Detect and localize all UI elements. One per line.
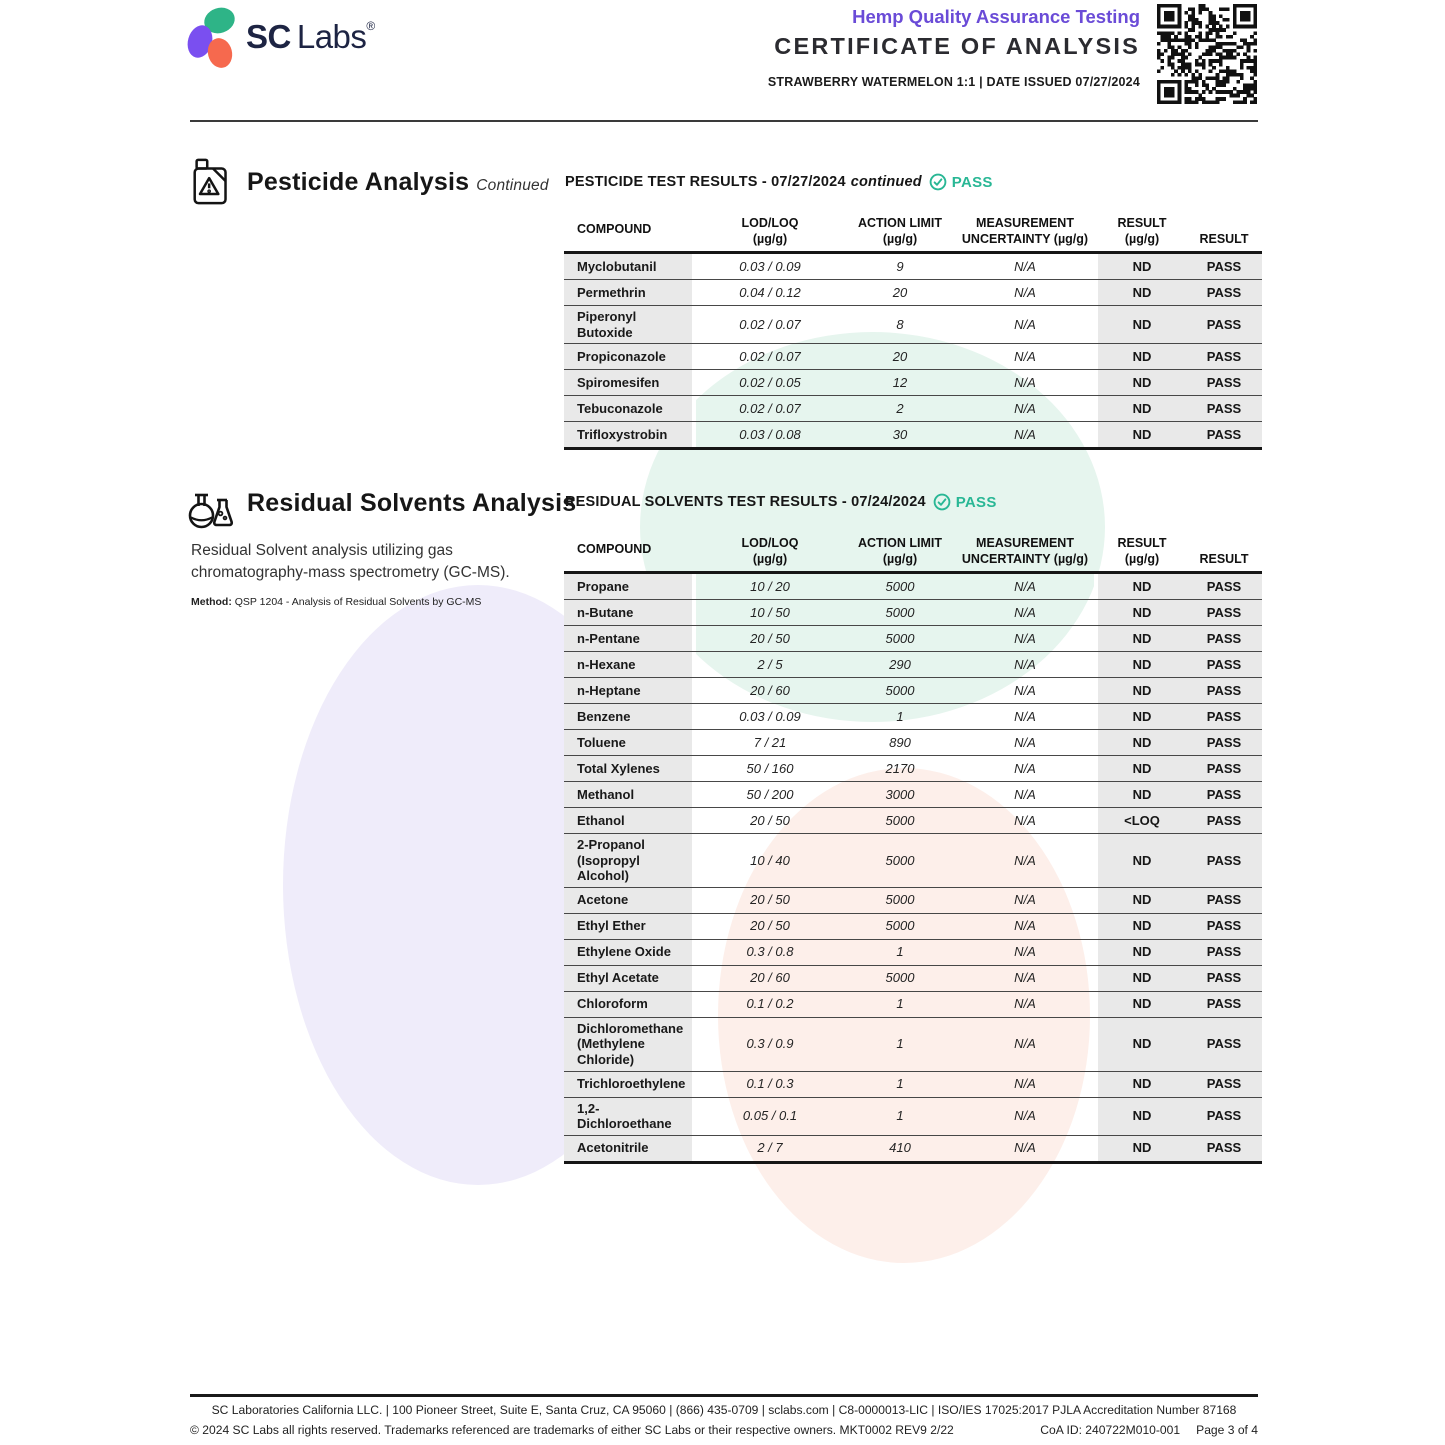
compound-cell: Chloroform <box>564 992 692 1017</box>
result-cell: ND <box>1098 396 1186 421</box>
status-cell: PASS <box>1186 1018 1262 1071</box>
action-limit-cell: 5000 <box>885 852 915 868</box>
solvents-table <box>564 527 1262 1164</box>
compound-cell: Ethyl Acetate <box>564 966 692 991</box>
header-divider <box>190 120 1258 122</box>
page-title: CERTIFICATE OF ANALYSIS <box>774 33 1140 59</box>
uncertainty-cell: N/A <box>1014 630 1036 646</box>
result-cell: ND <box>1098 370 1186 395</box>
table-row <box>564 808 1262 834</box>
logo-text <box>246 18 375 56</box>
compound-cell: Trifloxystrobin <box>564 422 692 447</box>
pesticide-table <box>564 207 1262 450</box>
uncertainty-cell: N/A <box>1014 400 1036 416</box>
lod-loq-cell: 0.03 / 0.09 <box>739 258 801 274</box>
result-cell: <LOQ <box>1098 808 1186 833</box>
table-row <box>564 600 1262 626</box>
status-cell: PASS <box>1186 756 1262 781</box>
lod-loq-cell: 50 / 160 <box>746 760 794 776</box>
lod-loq-cell: 7 / 21 <box>753 734 787 750</box>
pesticide-table-body <box>564 254 1262 450</box>
action-limit-cell: 5000 <box>885 918 915 934</box>
flasks-icon <box>186 482 236 534</box>
result-cell: ND <box>1098 1098 1186 1135</box>
solvents-table-body <box>564 574 1262 1164</box>
table-row <box>564 306 1262 344</box>
result-cell: ND <box>1098 730 1186 755</box>
result-cell: ND <box>1098 678 1186 703</box>
lod-loq-cell: 10 / 20 <box>750 578 790 594</box>
result-cell: ND <box>1098 600 1186 625</box>
qr-code <box>1157 4 1257 104</box>
compound-cell: n-Pentane <box>564 626 692 651</box>
table-row <box>564 1136 1262 1161</box>
uncertainty-cell: N/A <box>1014 852 1036 868</box>
method-value: QSP 1204 - Analysis of Residual Solvents by GC-MS <box>234 596 482 608</box>
solvents-method <box>191 596 551 608</box>
compound-cell: n-Butane <box>564 600 692 625</box>
action-limit-cell: 290 <box>889 656 911 672</box>
uncertainty-cell: N/A <box>1014 316 1036 332</box>
status-cell: PASS <box>1186 782 1262 807</box>
result-cell: ND <box>1098 756 1186 781</box>
lod-loq-cell: 0.1 / 0.3 <box>746 1076 794 1092</box>
header-status: RESULT <box>1199 231 1249 246</box>
action-limit-cell: 890 <box>889 734 911 750</box>
table-row <box>564 940 1262 966</box>
lod-loq-cell: 0.03 / 0.08 <box>739 426 801 442</box>
uncertainty-cell: N/A <box>1014 734 1036 750</box>
lod-loq-cell: 20 / 60 <box>750 970 790 986</box>
compound-cell: Ethanol <box>564 808 692 833</box>
status-cell: PASS <box>1186 940 1262 965</box>
solvents-results-text: RESIDUAL SOLVENTS TEST RESULTS - 07/24/2024 <box>565 494 926 510</box>
action-limit-cell: 1 <box>896 944 904 960</box>
solvents-description: Residual Solvent analysis utilizing gas chromatography-mass spectrometry (GC-MS). <box>191 542 510 582</box>
action-limit-cell: 2 <box>896 400 904 416</box>
coa-id: CoA ID: 240722M010-001 <box>1040 1423 1181 1437</box>
table-row <box>564 626 1262 652</box>
compound-cell: Methanol <box>564 782 692 807</box>
registered-mark: ® <box>366 19 375 33</box>
action-limit-cell: 5000 <box>885 970 915 986</box>
pesticide-section-title <box>247 168 549 197</box>
pesticide-results-heading <box>565 173 993 191</box>
header-lod-loq: LOD/LOQ (µg/g) <box>741 215 799 246</box>
compound-cell: Propane <box>564 574 692 599</box>
status-cell: PASS <box>1186 370 1262 395</box>
header-result: RESULT (µg/g) <box>1117 535 1167 566</box>
method-label: Method: <box>191 596 232 608</box>
compound-cell: Ethylene Oxide <box>564 940 692 965</box>
compound-cell: Ethyl Ether <box>564 914 692 939</box>
uncertainty-cell: N/A <box>1014 348 1036 364</box>
pass-label: PASS <box>955 493 997 511</box>
lod-loq-cell: 50 / 200 <box>746 786 794 802</box>
compound-cell: 1,2-Dichloroethane <box>564 1098 692 1135</box>
table-row <box>564 966 1262 992</box>
table-row <box>564 730 1262 756</box>
footer-legal-line <box>190 1423 1258 1437</box>
action-limit-cell: 2170 <box>885 760 915 776</box>
pesticide-title-continued: Continued <box>476 177 549 194</box>
compound-cell: Propiconazole <box>564 344 692 369</box>
status-cell: PASS <box>1186 344 1262 369</box>
action-limit-cell: 5000 <box>885 682 915 698</box>
action-limit-cell: 5000 <box>885 578 915 594</box>
lod-loq-cell: 20 / 60 <box>750 682 790 698</box>
pesticide-table-header <box>564 207 1262 254</box>
result-cell: ND <box>1098 626 1186 651</box>
footer-right <box>1040 1423 1258 1437</box>
logo-text-sc: SC <box>246 18 291 55</box>
pass-badge <box>929 173 993 191</box>
lod-loq-cell: 0.02 / 0.07 <box>739 316 801 332</box>
action-limit-cell: 5000 <box>885 892 915 908</box>
action-limit-cell: 5000 <box>885 630 915 646</box>
uncertainty-cell: N/A <box>1014 258 1036 274</box>
pass-label: PASS <box>951 173 993 191</box>
uncertainty-cell: N/A <box>1014 604 1036 620</box>
compound-cell: Trichloroethylene <box>564 1072 692 1097</box>
footer-copyright: © 2024 SC Labs all rights reserved. Trademarks referenced are trademarks of either SC Labs or their respective owners. MKT0002 REV9 2/22 <box>190 1423 954 1437</box>
compound-cell: Tebuconazole <box>564 396 692 421</box>
logo-text-labs: Labs <box>296 18 367 55</box>
uncertainty-cell: N/A <box>1014 708 1036 724</box>
result-cell: ND <box>1098 1136 1186 1161</box>
status-cell: PASS <box>1186 730 1262 755</box>
compound-cell: Acetone <box>564 888 692 913</box>
sc-labs-logo <box>188 6 438 70</box>
action-limit-cell: 20 <box>892 284 908 300</box>
lod-loq-cell: 0.02 / 0.05 <box>739 374 801 390</box>
status-cell: PASS <box>1186 914 1262 939</box>
compound-cell: Dichloromethane (Methylene Chloride) <box>564 1018 692 1071</box>
action-limit-cell: 1 <box>896 1108 904 1124</box>
uncertainty-cell: N/A <box>1014 944 1036 960</box>
lod-loq-cell: 0.02 / 0.07 <box>739 348 801 364</box>
pesticide-title-text: Pesticide Analysis <box>247 168 470 196</box>
lod-loq-cell: 0.3 / 0.8 <box>746 944 794 960</box>
header-status: RESULT <box>1199 551 1249 566</box>
pesticide-jug-icon <box>188 156 238 208</box>
lod-loq-cell: 10 / 40 <box>750 852 790 868</box>
check-circle-icon <box>933 493 951 511</box>
lod-loq-cell: 0.3 / 0.9 <box>746 1036 794 1052</box>
lod-loq-cell: 20 / 50 <box>750 892 790 908</box>
action-limit-cell: 5000 <box>885 604 915 620</box>
lod-loq-cell: 0.03 / 0.09 <box>739 708 801 724</box>
action-limit-cell: 1 <box>896 1076 904 1092</box>
uncertainty-cell: N/A <box>1014 1108 1036 1124</box>
lod-loq-cell: 10 / 50 <box>750 604 790 620</box>
status-cell: PASS <box>1186 254 1262 279</box>
header-lod-loq: LOD/LOQ (µg/g) <box>741 535 799 566</box>
uncertainty-cell: N/A <box>1014 996 1036 1012</box>
status-cell: PASS <box>1186 834 1262 887</box>
action-limit-cell: 20 <box>892 348 908 364</box>
action-limit-cell: 1 <box>896 708 904 724</box>
action-limit-cell: 1 <box>896 996 904 1012</box>
table-row <box>564 280 1262 306</box>
status-cell: PASS <box>1186 574 1262 599</box>
result-cell: ND <box>1098 306 1186 343</box>
result-cell: ND <box>1098 940 1186 965</box>
table-row <box>564 1098 1262 1136</box>
result-cell: ND <box>1098 254 1186 279</box>
lod-loq-cell: 0.05 / 0.1 <box>742 1108 798 1124</box>
uncertainty-cell: N/A <box>1014 918 1036 934</box>
footer-address-line: SC Laboratories California LLC. | 100 Pioneer Street, Suite E, Santa Cruz, CA 95060 | (866) 435-0709 | sclabs.com | C8-0000013-LIC | ISO/IES 17025:2017 PJLA Accreditation Number 87168 <box>211 1403 1237 1417</box>
sample-name-and-date: STRAWBERRY WATERMELON 1:1 | DATE ISSUED 07/27/2024 <box>767 75 1140 89</box>
result-cell: ND <box>1098 344 1186 369</box>
header-uncertainty: MEASUREMENT UNCERTAINTY (µg/g) <box>961 535 1089 566</box>
status-cell: PASS <box>1186 1136 1262 1161</box>
status-cell: PASS <box>1186 808 1262 833</box>
uncertainty-cell: N/A <box>1014 374 1036 390</box>
action-limit-cell: 1 <box>896 1036 904 1052</box>
lod-loq-cell: 2 / 5 <box>757 656 783 672</box>
header-uncertainty: MEASUREMENT UNCERTAINTY (µg/g) <box>961 215 1089 246</box>
header-compound: COMPOUND <box>577 221 652 236</box>
status-cell: PASS <box>1186 652 1262 677</box>
table-row <box>564 992 1262 1018</box>
uncertainty-cell: N/A <box>1014 1076 1036 1092</box>
header-tagline: Hemp Quality Assurance Testing <box>852 6 1140 27</box>
uncertainty-cell: N/A <box>1014 812 1036 828</box>
result-cell: ND <box>1098 834 1186 887</box>
table-row <box>564 396 1262 422</box>
uncertainty-cell: N/A <box>1014 426 1036 442</box>
action-limit-cell: 9 <box>896 258 904 274</box>
compound-cell: Benzene <box>564 704 692 729</box>
uncertainty-cell: N/A <box>1014 892 1036 908</box>
compound-cell: Permethrin <box>564 280 692 305</box>
status-cell: PASS <box>1186 306 1262 343</box>
table-row <box>564 1072 1262 1098</box>
compound-cell: n-Heptane <box>564 678 692 703</box>
table-row <box>564 344 1262 370</box>
uncertainty-cell: N/A <box>1014 1140 1036 1156</box>
pass-badge <box>933 493 997 511</box>
uncertainty-cell: N/A <box>1014 682 1036 698</box>
footer-divider <box>190 1394 1258 1397</box>
action-limit-cell: 3000 <box>885 786 915 802</box>
result-cell: ND <box>1098 704 1186 729</box>
table-row <box>564 704 1262 730</box>
result-cell: ND <box>1098 992 1186 1017</box>
result-cell: ND <box>1098 966 1186 991</box>
result-cell: ND <box>1098 422 1186 447</box>
uncertainty-cell: N/A <box>1014 786 1036 802</box>
header-compound: COMPOUND <box>577 541 652 556</box>
status-cell: PASS <box>1186 600 1262 625</box>
table-row <box>564 574 1262 600</box>
uncertainty-cell: N/A <box>1014 578 1036 594</box>
header-action-limit: ACTION LIMIT (µg/g) <box>857 535 942 566</box>
lod-loq-cell: 20 / 50 <box>750 630 790 646</box>
compound-cell: Myclobutanil <box>564 254 692 279</box>
status-cell: PASS <box>1186 704 1262 729</box>
status-cell: PASS <box>1186 626 1262 651</box>
result-cell: ND <box>1098 782 1186 807</box>
compound-cell: n-Hexane <box>564 652 692 677</box>
lod-loq-cell: 20 / 50 <box>750 918 790 934</box>
table-row <box>564 1018 1262 1072</box>
action-limit-cell: 12 <box>892 374 908 390</box>
solvents-title-text: Residual Solvents Analysis <box>247 489 577 517</box>
header-action-limit: ACTION LIMIT (µg/g) <box>857 215 942 246</box>
result-cell: ND <box>1098 1072 1186 1097</box>
table-row <box>564 756 1262 782</box>
result-cell: ND <box>1098 914 1186 939</box>
status-cell: PASS <box>1186 280 1262 305</box>
action-limit-cell: 5000 <box>885 812 915 828</box>
lod-loq-cell: 0.1 / 0.2 <box>746 996 794 1012</box>
result-cell: ND <box>1098 280 1186 305</box>
result-cell: ND <box>1098 652 1186 677</box>
table-row <box>564 254 1262 280</box>
table-row <box>564 422 1262 447</box>
table-row <box>564 914 1262 940</box>
status-cell: PASS <box>1186 966 1262 991</box>
pesticide-results-continued: continued <box>850 174 922 190</box>
compound-cell: Spiromesifen <box>564 370 692 395</box>
page-number: Page 3 of 4 <box>1196 1423 1258 1437</box>
result-cell: ND <box>1098 888 1186 913</box>
solvents-section-title <box>247 489 576 518</box>
header-result: RESULT (µg/g) <box>1117 215 1167 246</box>
action-limit-cell: 410 <box>889 1140 911 1156</box>
result-cell: ND <box>1098 1018 1186 1071</box>
check-circle-icon <box>929 173 947 191</box>
table-row <box>564 888 1262 914</box>
pesticide-results-text: PESTICIDE TEST RESULTS - 07/27/2024 <box>565 174 846 190</box>
uncertainty-cell: N/A <box>1014 284 1036 300</box>
status-cell: PASS <box>1186 422 1262 447</box>
compound-cell: Toluene <box>564 730 692 755</box>
action-limit-cell: 8 <box>896 316 904 332</box>
solvents-results-heading <box>565 493 997 511</box>
solvents-table-header <box>564 527 1262 574</box>
table-row <box>564 370 1262 396</box>
lod-loq-cell: 2 / 7 <box>757 1140 783 1156</box>
compound-cell: Acetonitrile <box>564 1136 692 1161</box>
lod-loq-cell: 0.02 / 0.07 <box>739 400 801 416</box>
table-row <box>564 834 1262 888</box>
status-cell: PASS <box>1186 1098 1262 1135</box>
uncertainty-cell: N/A <box>1014 1036 1036 1052</box>
status-cell: PASS <box>1186 888 1262 913</box>
action-limit-cell: 30 <box>892 426 908 442</box>
status-cell: PASS <box>1186 1072 1262 1097</box>
result-cell: ND <box>1098 574 1186 599</box>
lod-loq-cell: 0.04 / 0.12 <box>739 284 801 300</box>
status-cell: PASS <box>1186 396 1262 421</box>
uncertainty-cell: N/A <box>1014 970 1036 986</box>
lod-loq-cell: 20 / 50 <box>750 812 790 828</box>
uncertainty-cell: N/A <box>1014 656 1036 672</box>
compound-cell: Piperonyl Butoxide <box>564 306 692 343</box>
table-row <box>564 678 1262 704</box>
status-cell: PASS <box>1186 678 1262 703</box>
table-row <box>564 652 1262 678</box>
status-cell: PASS <box>1186 992 1262 1017</box>
compound-cell: 2-Propanol (Isopropyl Alcohol) <box>564 834 692 887</box>
document-header <box>768 6 1140 89</box>
compound-cell: Total Xylenes <box>564 756 692 781</box>
table-row <box>564 782 1262 808</box>
uncertainty-cell: N/A <box>1014 760 1036 776</box>
